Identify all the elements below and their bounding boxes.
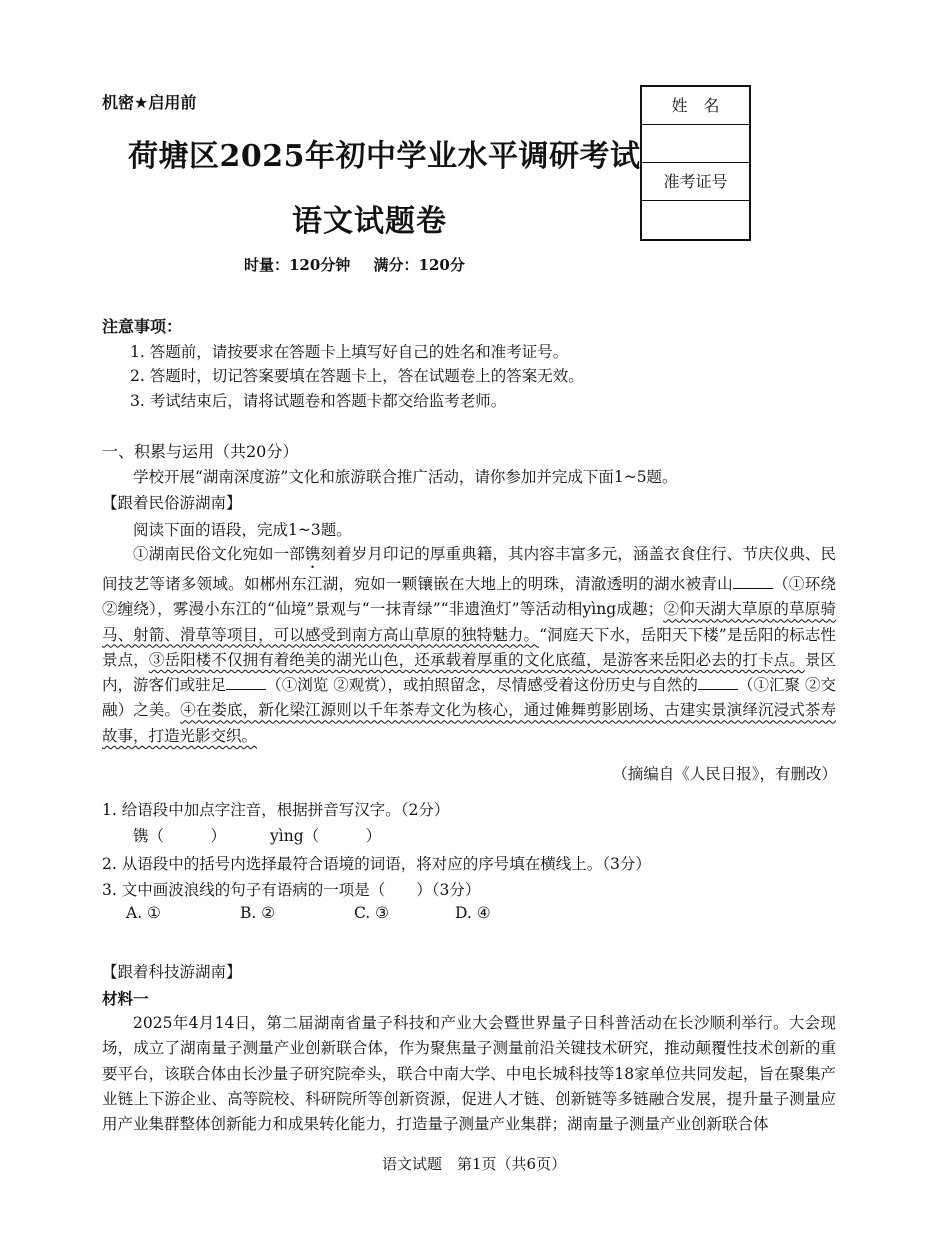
notice-item: 3. 考试结束后，请将试题卷和答题卡都交给监考老师。: [130, 392, 507, 410]
page-footer: 语文试题 第1页（共6页）: [382, 1155, 567, 1173]
exam-time-score: [244, 254, 483, 275]
name-label: 姓 名: [642, 87, 749, 125]
notice-heading: 注意事项：: [102, 317, 183, 336]
question-2: 2. 从语段中的括号内选择最符合语境的词语，将对应的序号填在横线上。（3分）: [102, 855, 651, 873]
option-d: D. ④: [455, 904, 491, 922]
dotted-char: 镌: [304, 545, 321, 563]
fill-blank: [698, 675, 738, 690]
material-1-text: 2025年4月14日，第二届湖南省量子科技和产业大会暨世界量子日科普活动在长沙顺利举行。大会现场，成立了湖南量子测量产业创新联合体，作为聚焦量子测量前沿关键技术研究，推动颠覆性技术创新的重要平台，该联合体由长沙量子研究院牵头，联合中南大学、中电长城科技等18家单位共同发起，旨在聚集产业链上下游企业、高等院校、科研院所等创新资源，促进人才链、创新链等多链融合发展，提升量子测量应用产业集群整体创新能力和成果转化能力，打造量子测量产业集群；湖南量子测量产业创新联合体: [102, 1014, 836, 1134]
id-field[interactable]: [642, 201, 749, 238]
candidate-info-box: [640, 85, 751, 241]
passage-text: （①环绕 ②缠绕），雾漫小东江的“仙境”景观与“一抹青绿”“非遗渔灯”等活动相yìng成趣；: [102, 575, 836, 619]
passage-text: 刻着岁月印记的厚重典籍，其内容丰富多元，涵盖衣食住行、节庆仪典、民间技艺等诸多领域。如郴州东江湖，宛如一颗镶嵌在大地上的明珠，清澈透明的湖水被青山: [102, 545, 836, 593]
option-c: C. ③: [354, 904, 390, 922]
option-b: B. ②: [240, 904, 276, 922]
id-label: 准考证号: [642, 163, 749, 201]
wavy-sentence: ③岳阳楼不仅拥有着绝美的湖光山色，还承载着厚重的文化底蕴，是游客来岳阳必去的打卡点。: [148, 650, 805, 669]
passage-text: （①汇聚 ②交融）之美。: [102, 676, 836, 720]
exam-subtitle: 语文试题卷: [292, 204, 447, 239]
passage-text: “洞庭天下水，岳阳天下楼”是岳阳的标志性景点，: [102, 625, 836, 669]
question-1-blank-b: yìng（ ）: [270, 827, 382, 845]
question-3: 3. 文中画波浪线的句子有语病的一项是（ ）（3分）: [102, 881, 481, 899]
question-1: 1. 给语段中加点字注音，根据拼音写汉字。（2分）: [102, 801, 450, 819]
section-intro: 学校开展“湖南深度游”文化和旅游联合推广活动，请你参加并完成下面1~5题。: [133, 468, 678, 486]
fill-blank: [226, 675, 266, 690]
passage-text: ①湖南民俗文化宛如一部: [133, 545, 305, 563]
exam-title: 荷塘区2025年初中学业水平调研考试: [128, 139, 641, 174]
notice-item: 2. 答题时，切记答案要填在答题卡上，答在试题卷上的答案无效。: [130, 367, 584, 385]
read-instruction: 阅读下面的语段，完成1~3题。: [133, 521, 352, 539]
subsection-folk: 【跟着民俗游湖南】: [102, 494, 242, 512]
fill-blank: [733, 574, 773, 589]
material-label: 材料一: [102, 989, 149, 1008]
reading-passage: [102, 542, 836, 749]
exam-score: 满分：120分: [373, 256, 465, 274]
wavy-sentence: ②仰天湖大草原的草原骑马、射箭、滑草等项目，可以感受到南方高山草原的独特魅力。: [102, 600, 836, 644]
option-a: A. ①: [126, 904, 161, 922]
confidential-label: 机密★启用前: [102, 93, 197, 112]
wavy-sentence: ④在娄底，新化梁江源则以千年茶寿文化为核心，通过傩舞剪影剧场、古建实景演绎沉浸式茶寿故事，打造光影交织。: [102, 701, 836, 745]
question-1-blank-a: 镌（ ）: [133, 827, 227, 845]
passage-source: （摘编自《人民日报》，有删改）: [612, 765, 837, 783]
exam-time: 时量：120分钟: [244, 256, 351, 274]
section-title: 一、积累与运用（共20分）: [102, 442, 299, 461]
subsection-tech: 【跟着科技游湖南】: [102, 963, 242, 981]
passage-text: （①浏览 ②观赏），或拍照留念，尽情感受着这份历史与自然的: [266, 676, 698, 695]
notice-item: 1. 答题前，请按要求在答题卡上填写好自己的姓名和准考证号。: [130, 343, 569, 361]
passage-text: 景区内，游客们或驻足: [102, 650, 836, 695]
name-field[interactable]: [642, 125, 749, 163]
